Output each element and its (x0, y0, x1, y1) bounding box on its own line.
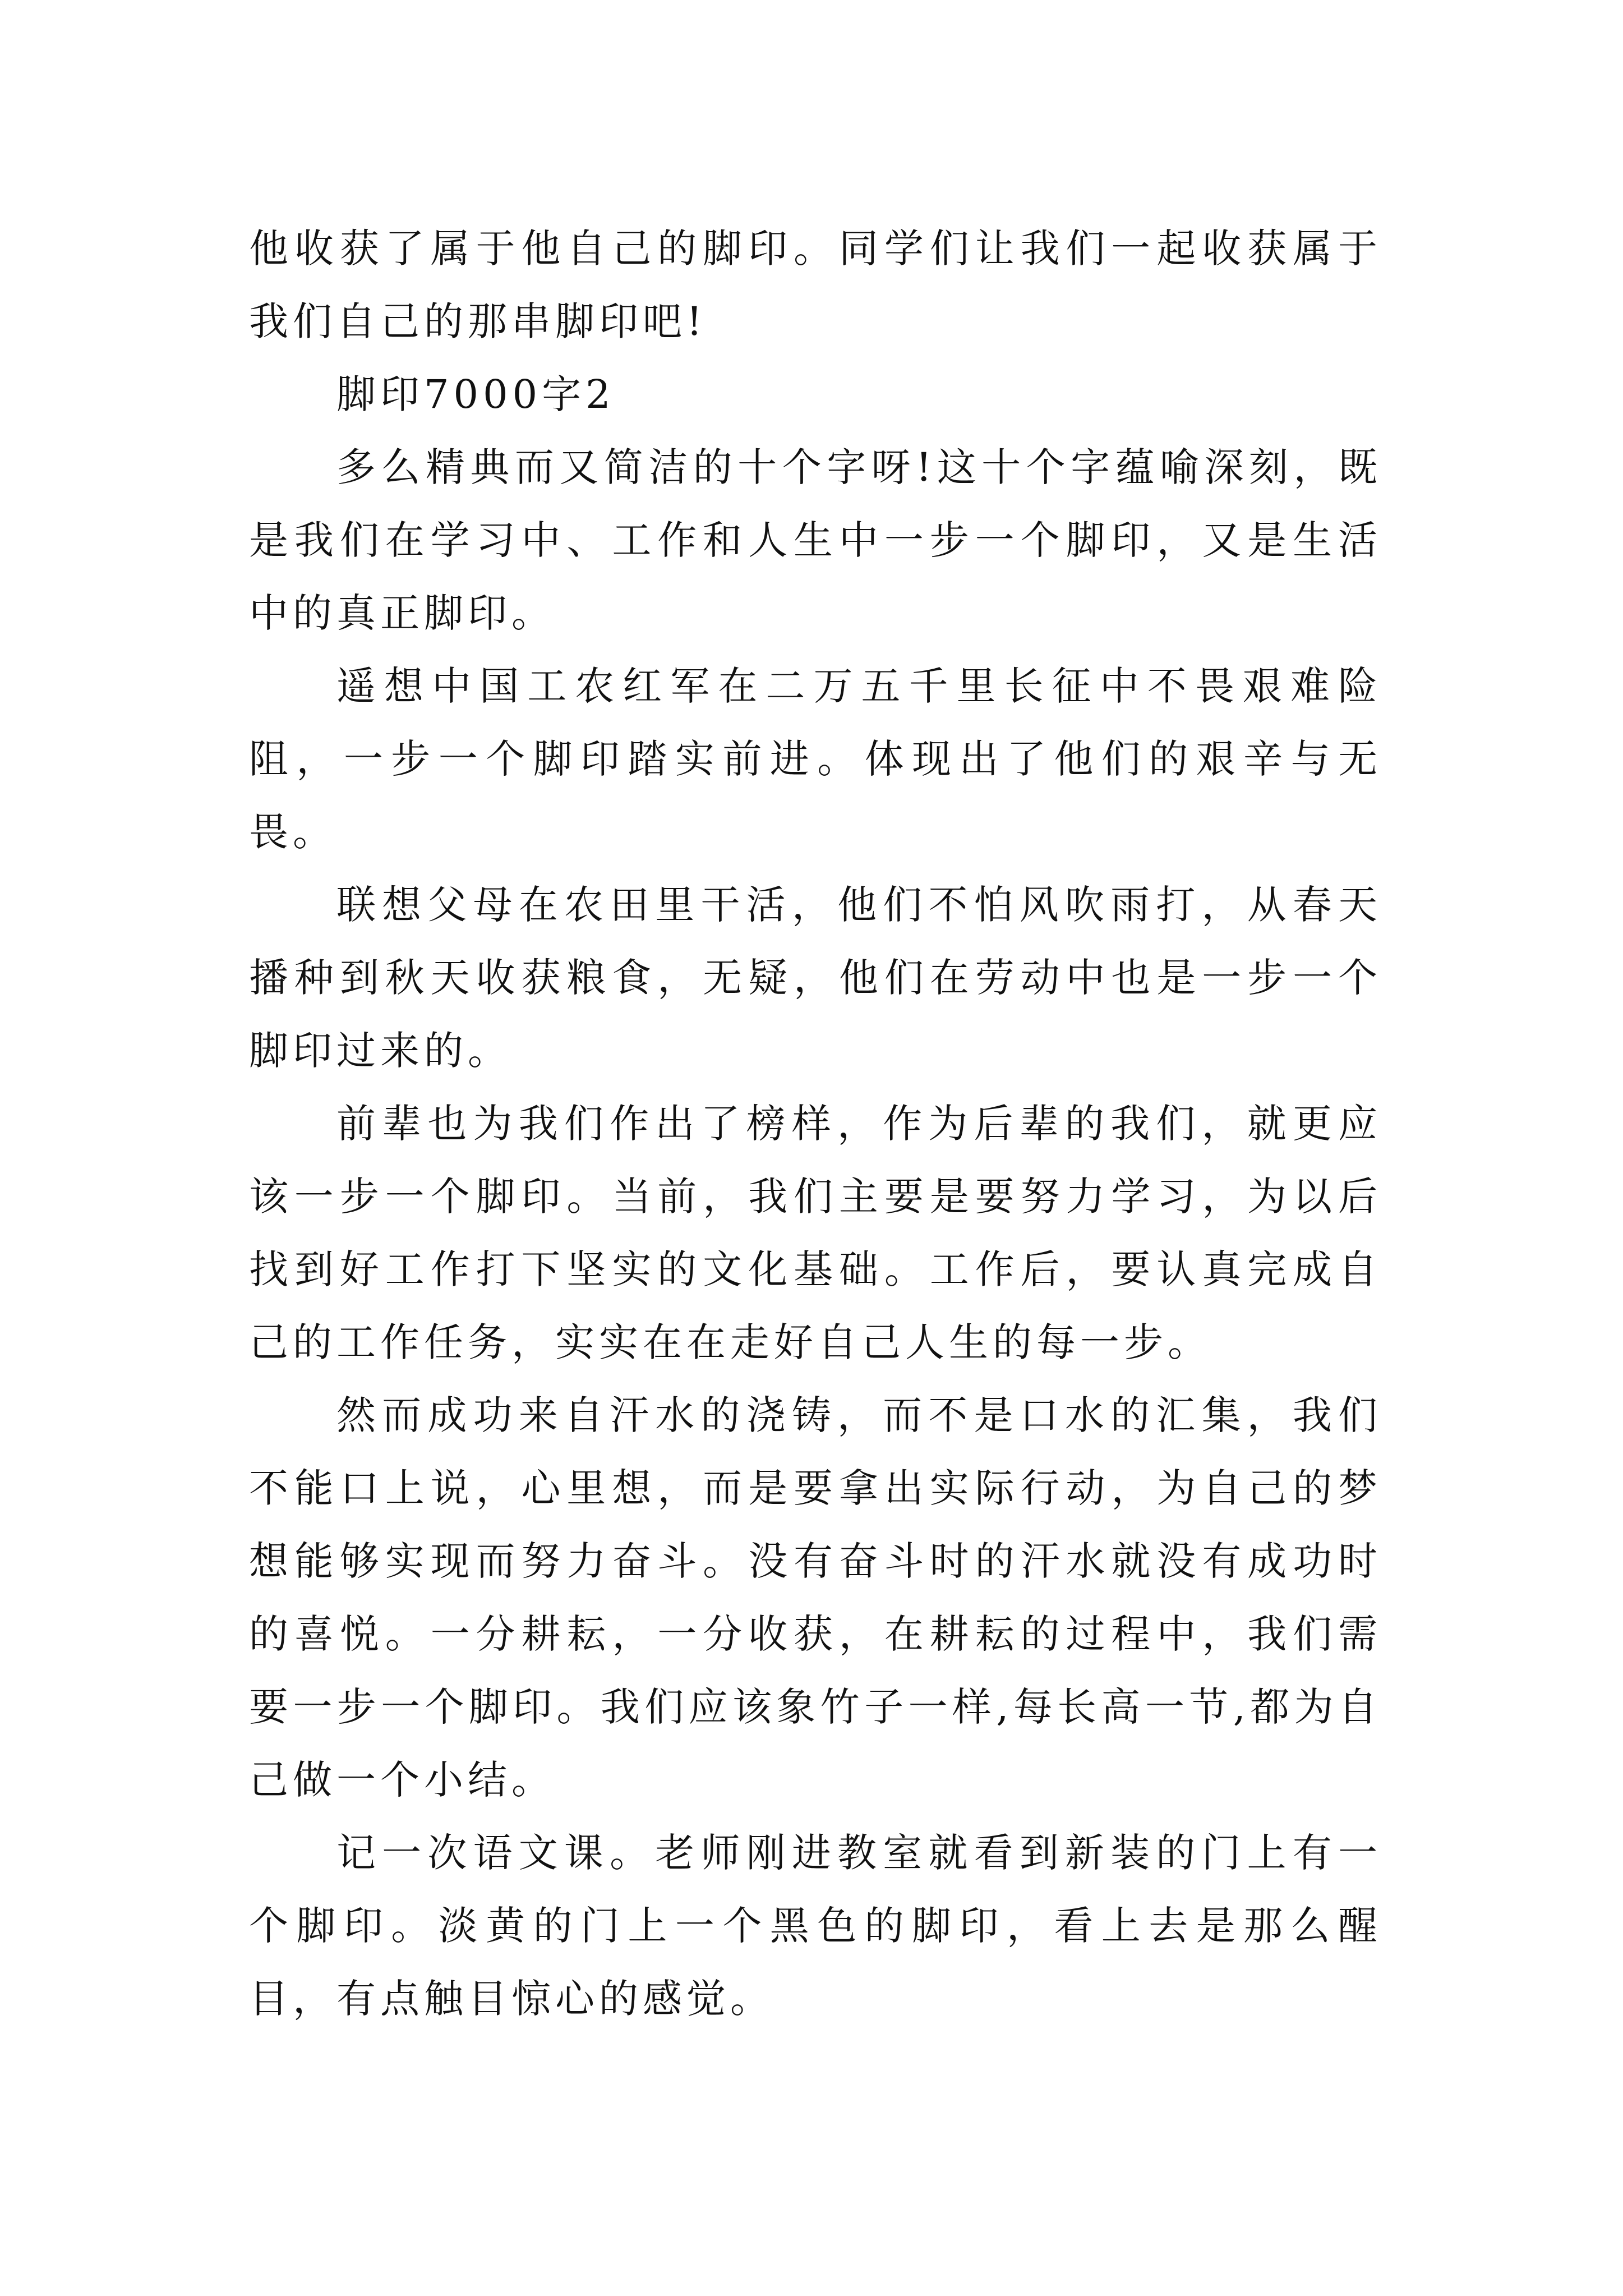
paragraph-continuation: 他收获了属于他自己的脚印。同学们让我们一起收获属于我们自己的那串脚印吧! (249, 226, 1382, 344)
paragraph: 多么精典而又简洁的十个字呀!这十个字蕴喻深刻，既是我们在学习中、工作和人生中一步一个脚印，又是生活中的真正脚印。 (249, 444, 1382, 636)
paragraph: 前辈也为我们作出了榜样，作为后辈的我们，就更应该一步一个脚印。当前，我们主要是要努力学习，为以后找到好工作打下坚实的文化基础。工作后，要认真完成自己的工作任务，实实在在走好自己人生的每一步。 (249, 1101, 1382, 1365)
paragraph: 记一次语文课。老师刚进教室就看到新装的门上有一个脚印。淡黄的门上一个黑色的脚印，看上去是那么醒目，有点触目惊心的感觉。 (249, 1830, 1382, 2022)
section-heading: 脚印7000字2 (336, 371, 615, 417)
paragraph: 遥想中国工农红军在二万五千里长征中不畏艰难险阻，一步一个脚印踏实前进。体现出了他们的艰辛与无畏。 (249, 663, 1382, 855)
document-body (249, 212, 1382, 2035)
paragraph: 联想父母在农田里干活，他们不怕风吹雨打，从春天播种到秋天收获粮食，无疑，他们在劳动中也是一步一个脚印过来的。 (249, 882, 1382, 1074)
paragraph: 然而成功来自汗水的浇铸，而不是口水的汇集，我们不能口上说，心里想，而是要拿出实际行动，为自己的梦想能够实现而努力奋斗。没有奋斗时的汗水就没有成功时的喜悦。一分耕耘，一分收获，在耕耘的过程中，我们需要一步一个脚印。我们应该象竹子一样,每长高一节,都为自己做一个小结。 (249, 1392, 1382, 1803)
